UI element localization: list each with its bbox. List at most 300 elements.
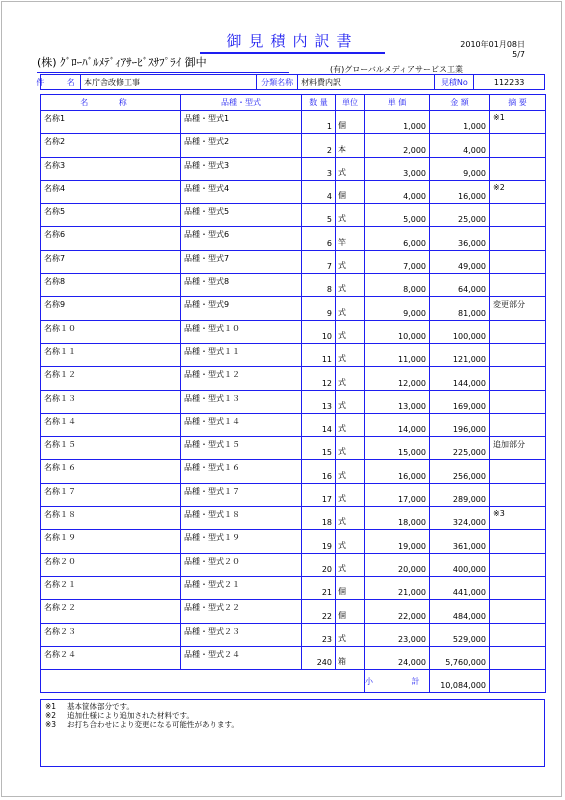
table-row (41, 157, 546, 180)
item-note-cell (490, 437, 546, 460)
item-unit: 式 (338, 214, 346, 224)
estimate-label: 見積No (435, 75, 474, 89)
item-type-cell (181, 623, 302, 646)
item-name-cell (41, 274, 181, 297)
item-note-cell (490, 460, 546, 483)
item-price-cell (365, 204, 430, 227)
item-type-cell (181, 111, 302, 134)
item-qty-cell (302, 367, 336, 390)
header-price: 単 価 (365, 95, 430, 111)
table-row (41, 623, 546, 646)
item-price: 14,000 (398, 425, 426, 435)
item-qty: 1 (326, 122, 332, 132)
item-price: 17,000 (398, 495, 426, 505)
table-row (41, 297, 546, 320)
item-qty-cell (302, 111, 336, 134)
item-unit-cell (336, 507, 365, 530)
item-type-cell (181, 553, 302, 576)
item-price: 13,000 (398, 401, 426, 411)
note-text: 基本筐体部分です。 (67, 702, 134, 711)
item-unit: 式 (338, 261, 346, 271)
item-unit-cell (336, 530, 365, 553)
item-note-cell (490, 576, 546, 599)
table-row (41, 646, 546, 669)
item-type: 品種・型式２２ (184, 603, 240, 613)
item-name-cell (41, 250, 181, 273)
item-price: 4,000 (403, 192, 426, 202)
item-price: 24,000 (398, 658, 426, 668)
item-amount-cell (430, 437, 490, 460)
subtotal-label: 小 計 (365, 670, 430, 693)
item-unit: 式 (338, 400, 346, 410)
item-type: 品種・型式5 (184, 207, 230, 217)
item-amount-cell (430, 460, 490, 483)
item-name-cell (41, 320, 181, 343)
item-amount: 400,000 (452, 564, 486, 574)
item-unit: 式 (338, 494, 346, 504)
item-type: 品種・型式１５ (184, 440, 240, 450)
item-note-cell (490, 390, 546, 413)
item-unit: 個 (338, 610, 346, 620)
table-row (41, 530, 546, 553)
item-name-cell (41, 297, 181, 320)
item-amount: 529,000 (452, 634, 486, 644)
item-type: 品種・型式２０ (184, 556, 240, 566)
item-type: 品種・型式2 (184, 137, 230, 147)
item-name-cell (41, 507, 181, 530)
item-qty: 9 (326, 308, 332, 318)
item-name-cell (41, 460, 181, 483)
item-price-cell (365, 250, 430, 273)
item-name-cell (41, 600, 181, 623)
item-unit: 式 (338, 284, 346, 294)
item-qty: 11 (321, 355, 332, 365)
item-amount-cell (430, 134, 490, 157)
item-type: 品種・型式１７ (184, 486, 240, 496)
info-row (36, 74, 545, 90)
item-price: 12,000 (398, 378, 426, 388)
item-name-cell (41, 204, 181, 227)
item-type: 品種・型式１６ (184, 463, 240, 473)
item-name: 名称１５ (44, 440, 76, 450)
item-unit: 式 (338, 517, 346, 527)
item-type: 品種・型式１９ (184, 533, 240, 543)
subtotal-amount: 10,084,000 (440, 681, 486, 691)
item-qty: 12 (321, 378, 332, 388)
item-amount: 25,000 (458, 215, 486, 225)
table-row (41, 320, 546, 343)
item-amount: 441,000 (452, 588, 486, 598)
item-unit-cell (336, 320, 365, 343)
item-unit: 個 (338, 587, 346, 597)
item-qty: 17 (321, 495, 332, 505)
item-note-cell (490, 204, 546, 227)
item-unit: 式 (338, 354, 346, 364)
item-price: 6,000 (403, 238, 426, 248)
item-unit-cell (336, 623, 365, 646)
item-price: 22,000 (398, 611, 426, 621)
item-name: 名称1 (44, 114, 66, 123)
item-name-cell (41, 530, 181, 553)
item-amount: 100,000 (452, 331, 486, 341)
notes-box (40, 699, 545, 767)
item-qty: 19 (321, 541, 332, 551)
item-qty-cell (302, 157, 336, 180)
item-price-cell (365, 437, 430, 460)
item-price: 10,000 (398, 331, 426, 341)
item-qty: 2 (326, 145, 332, 155)
item-name-cell (41, 157, 181, 180)
estimate-value: 112233 (493, 77, 525, 87)
item-unit-cell (336, 413, 365, 436)
item-note-cell (490, 623, 546, 646)
subject-value: 本庁舎改修工事 (81, 75, 257, 89)
subject-label: 件 名 (41, 75, 81, 89)
item-type-cell (181, 460, 302, 483)
items-table (40, 94, 546, 693)
item-unit-cell (336, 297, 365, 320)
table-row (41, 274, 546, 297)
item-note-cell (490, 134, 546, 157)
item-amount-cell (430, 623, 490, 646)
note-item (45, 711, 540, 720)
item-price: 21,000 (398, 588, 426, 598)
note-text: お打ち合わせにより変更になる可能性があります。 (67, 720, 239, 729)
item-name: 名称２２ (44, 603, 76, 613)
item-name: 名称１９ (44, 533, 76, 543)
item-type: 品種・型式１２ (184, 370, 240, 380)
item-price-cell (365, 227, 430, 250)
item-qty-cell (302, 297, 336, 320)
item-qty: 13 (321, 401, 332, 411)
item-unit-cell (336, 646, 365, 669)
item-name: 名称5 (44, 207, 66, 217)
item-price: 9,000 (403, 308, 426, 318)
item-note-cell (490, 413, 546, 436)
item-name: 名称7 (44, 253, 66, 263)
item-qty-cell (302, 134, 336, 157)
item-qty-cell (302, 576, 336, 599)
item-name: 名称２０ (44, 556, 76, 566)
item-qty-cell (302, 204, 336, 227)
item-amount: 289,000 (452, 495, 486, 505)
item-price-cell (365, 576, 430, 599)
item-price-cell (365, 460, 430, 483)
item-price-cell (365, 390, 430, 413)
item-name-cell (41, 576, 181, 599)
item-note-cell (490, 297, 546, 320)
item-type-cell (181, 530, 302, 553)
item-price-cell (365, 320, 430, 343)
item-note: 変更部分 (493, 300, 525, 310)
item-unit-cell (336, 367, 365, 390)
item-amount-cell (430, 576, 490, 599)
item-type: 品種・型式6 (184, 230, 230, 240)
note-item (45, 702, 540, 711)
item-unit-cell (336, 157, 365, 180)
item-type: 品種・型式２１ (184, 579, 240, 589)
item-price: 19,000 (398, 541, 426, 551)
item-unit: 式 (338, 330, 346, 340)
item-name-cell (41, 390, 181, 413)
item-qty: 240 (316, 658, 332, 668)
table-row (41, 507, 546, 530)
item-type-cell (181, 157, 302, 180)
table-row (41, 460, 546, 483)
item-amount: 225,000 (452, 448, 486, 458)
item-name-cell (41, 343, 181, 366)
item-price: 8,000 (403, 285, 426, 295)
document-title: 御見積内訳書 (200, 30, 385, 54)
table-row (41, 134, 546, 157)
item-price: 18,000 (398, 518, 426, 528)
item-name: 名称１４ (44, 416, 76, 426)
item-qty: 14 (321, 425, 332, 435)
table-row (41, 204, 546, 227)
subtotal-note (490, 670, 546, 693)
item-price: 5,000 (403, 215, 426, 225)
item-unit: 式 (338, 447, 346, 457)
item-qty: 23 (321, 634, 332, 644)
item-qty: 21 (321, 588, 332, 598)
item-type: 品種・型式２３ (184, 626, 240, 636)
item-name: 名称4 (44, 183, 66, 193)
item-unit: 式 (338, 167, 346, 177)
item-type: 品種・型式１０ (184, 323, 240, 333)
item-name-cell (41, 646, 181, 669)
item-type-cell (181, 413, 302, 436)
item-unit-cell (336, 134, 365, 157)
item-price: 2,000 (403, 145, 426, 155)
item-note: ※2 (493, 182, 505, 192)
item-name: 名称２４ (44, 649, 76, 659)
item-note-cell (490, 600, 546, 623)
item-name: 名称１６ (44, 463, 76, 473)
item-amount-cell (430, 204, 490, 227)
item-name-cell (41, 553, 181, 576)
item-unit-cell (336, 600, 365, 623)
item-type: 品種・型式3 (184, 160, 230, 170)
item-unit-cell (336, 460, 365, 483)
item-type: 品種・型式1 (184, 114, 230, 123)
item-unit-cell (336, 437, 365, 460)
item-amount-cell (430, 250, 490, 273)
item-qty-cell (302, 250, 336, 273)
item-amount: 49,000 (458, 262, 486, 272)
item-qty: 5 (326, 215, 332, 225)
item-qty-cell (302, 530, 336, 553)
item-unit: 本 (338, 144, 346, 154)
item-name: 名称6 (44, 230, 66, 240)
item-note-cell (490, 507, 546, 530)
table-row (41, 553, 546, 576)
item-type: 品種・型式１３ (184, 393, 240, 403)
item-amount: 144,000 (452, 378, 486, 388)
item-price: 15,000 (398, 448, 426, 458)
item-price: 1,000 (403, 122, 426, 132)
item-note-cell (490, 180, 546, 203)
note-item (45, 720, 540, 729)
item-qty-cell (302, 320, 336, 343)
note-mark: ※2 (45, 711, 57, 720)
item-amount-cell (430, 600, 490, 623)
item-name: 名称8 (44, 277, 66, 287)
item-amount-cell (430, 111, 490, 134)
table-row (41, 483, 546, 506)
item-qty-cell (302, 623, 336, 646)
item-note-cell (490, 483, 546, 506)
item-amount: 169,000 (452, 401, 486, 411)
item-note: ※3 (493, 509, 505, 519)
item-note: ※1 (493, 113, 505, 122)
item-qty-cell (302, 437, 336, 460)
item-price-cell (365, 623, 430, 646)
notes-list (45, 702, 540, 729)
table-body (41, 111, 546, 670)
category-value: 材料費内訳 (298, 75, 435, 89)
page-number: 5/7 (512, 50, 525, 59)
item-name: 名称２３ (44, 626, 76, 636)
item-price-cell (365, 600, 430, 623)
item-qty-cell (302, 390, 336, 413)
item-type: 品種・型式8 (184, 277, 230, 287)
item-price: 3,000 (403, 168, 426, 178)
item-type-cell (181, 437, 302, 460)
item-amount-cell (430, 343, 490, 366)
item-unit: 竿 (338, 237, 346, 247)
item-name: 名称２１ (44, 579, 76, 589)
item-type-cell (181, 576, 302, 599)
subtotal-amount-cell (430, 670, 490, 693)
header-row (41, 95, 546, 111)
item-amount: 81,000 (458, 308, 486, 318)
item-amount: 484,000 (452, 611, 486, 621)
item-name: 名称１８ (44, 510, 76, 520)
item-qty: 8 (326, 285, 332, 295)
item-qty: 18 (321, 518, 332, 528)
item-type-cell (181, 600, 302, 623)
item-qty: 22 (321, 611, 332, 621)
item-qty: 7 (326, 262, 332, 272)
note-mark: ※3 (45, 720, 57, 729)
header-qty: 数 量 (302, 95, 336, 111)
item-amount: 196,000 (452, 425, 486, 435)
item-amount-cell (430, 180, 490, 203)
item-name: 名称１０ (44, 323, 76, 333)
item-price-cell (365, 483, 430, 506)
item-unit-cell (336, 204, 365, 227)
item-price-cell (365, 646, 430, 669)
table-row (41, 227, 546, 250)
item-unit-cell (336, 227, 365, 250)
item-price: 7,000 (403, 262, 426, 272)
item-price-cell (365, 274, 430, 297)
item-unit-cell (336, 180, 365, 203)
item-note-cell (490, 274, 546, 297)
item-unit-cell (336, 483, 365, 506)
item-name-cell (41, 437, 181, 460)
category-label: 分類名称 (257, 75, 298, 89)
item-type-cell (181, 367, 302, 390)
item-qty-cell (302, 483, 336, 506)
item-name-cell (41, 367, 181, 390)
item-amount-cell (430, 507, 490, 530)
item-unit-cell (336, 111, 365, 134)
item-amount: 324,000 (452, 518, 486, 528)
item-amount: 9,000 (463, 168, 486, 178)
item-amount-cell (430, 646, 490, 669)
item-name-cell (41, 134, 181, 157)
item-price-cell (365, 413, 430, 436)
table-row (41, 437, 546, 460)
item-amount-cell (430, 367, 490, 390)
header-unit: 単位 (336, 95, 365, 111)
item-qty-cell (302, 600, 336, 623)
customer-name: (株) ｸﾞﾛｰﾊﾞﾙﾒﾃﾞｨｱｻｰﾋﾞｽｻﾌﾟﾗｲ 御中 (37, 54, 289, 73)
item-name-cell (41, 483, 181, 506)
item-name-cell (41, 413, 181, 436)
item-name: 名称１３ (44, 393, 76, 403)
company-name: (有)グローバルメディアサービス工業 (330, 65, 463, 74)
item-amount: 121,000 (452, 355, 486, 365)
item-qty: 16 (321, 471, 332, 481)
table-row (41, 600, 546, 623)
item-qty-cell (302, 227, 336, 250)
item-qty: 20 (321, 564, 332, 574)
item-name: 名称１１ (44, 346, 76, 356)
item-name: 名称9 (44, 300, 66, 310)
item-unit-cell (336, 343, 365, 366)
item-qty: 15 (321, 448, 332, 458)
item-note: 追加部分 (493, 440, 525, 450)
header-amount: 金 額 (430, 95, 490, 111)
item-amount-cell (430, 157, 490, 180)
item-qty: 10 (321, 331, 332, 341)
item-name-cell (41, 180, 181, 203)
item-qty: 3 (326, 168, 332, 178)
item-qty-cell (302, 507, 336, 530)
item-type: 品種・型式4 (184, 183, 230, 193)
item-unit: 式 (338, 307, 346, 317)
item-qty-cell (302, 553, 336, 576)
table-row (41, 180, 546, 203)
item-qty: 4 (326, 192, 332, 202)
item-price-cell (365, 530, 430, 553)
item-unit: 個 (338, 121, 346, 131)
item-type: 品種・型式１４ (184, 416, 240, 426)
item-type-cell (181, 507, 302, 530)
item-amount-cell (430, 274, 490, 297)
item-amount: 36,000 (458, 238, 486, 248)
item-unit-cell (336, 576, 365, 599)
item-type-cell (181, 274, 302, 297)
date-block (460, 40, 525, 60)
item-price: 20,000 (398, 564, 426, 574)
item-amount: 1,000 (463, 122, 486, 132)
item-price-cell (365, 157, 430, 180)
item-price: 11,000 (398, 355, 426, 365)
subtotal-row (41, 670, 546, 693)
item-unit: 式 (338, 470, 346, 480)
item-amount-cell (430, 553, 490, 576)
item-amount: 64,000 (458, 285, 486, 295)
item-type-cell (181, 297, 302, 320)
subtotal-spacer (41, 670, 365, 693)
item-amount: 5,760,000 (445, 658, 486, 668)
item-name-cell (41, 623, 181, 646)
item-unit-cell (336, 553, 365, 576)
item-name: 名称2 (44, 137, 66, 147)
